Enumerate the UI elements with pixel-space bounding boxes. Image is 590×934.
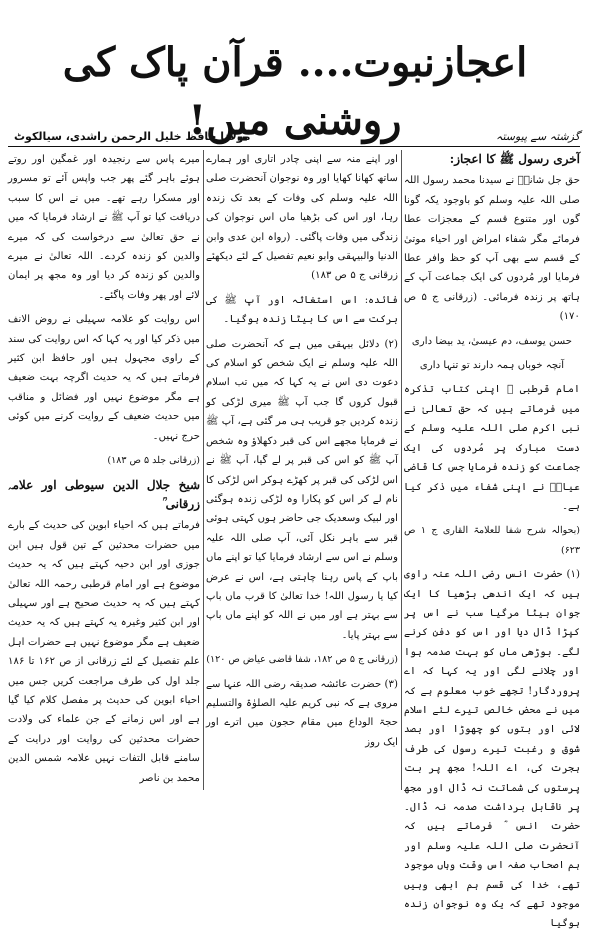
verse-line: آنچہ خوباں ہمہ دارند تو تنہا داری bbox=[419, 360, 565, 372]
paragraph: فرماتے ہیں کہ احیاء ابوین کی حدیث کے بارے میں حضرات محدثین کے تین قول ہیں ابن جوزی اور ابن دحیہ کہتے ہیں کہ یہ حدیث موضوع ہے اور امام قرطبی رحمہ اللہ تعالیٰ کہتے ہیں کہ یہ حدیث صحیح ہے اور سہیلی اور ابن کثیر وغیرہ یہ کہتے ہیں کہ یہ حدیث ضعیف ہے مگر موضوع نہیں ہے حضرات اہل علم تفصیل کے لئے زرقانی از ص ۱۶۲ تا ۱۸۶ جلد اول کی طرف مراجعت کریں جس میں احیاء ابوین کی حدیث پر مفصل کلام کیا گیا ہے اور اس زمانے کے جن علماء کی ولادت حضرات محدثین کی روایت اور درایت کے سامنے قابل التفات نہیں علامہ شمس الدین محمد بن ناصر bbox=[8, 520, 201, 784]
citation: (زرقانی ج ۵ ص ۱۸۲، شفا قاضی عیاض ص ۱۲۰) bbox=[206, 654, 398, 666]
article-title: اعجازنبوت.... قرآن پاک کی روشنی میں! bbox=[62, 39, 528, 144]
section-heading: آخری رسول ﷺ کا اعجاز: bbox=[449, 152, 580, 166]
verse-line: حسن یوسف، دم عیسیٰ، ید بیضا داری bbox=[411, 335, 573, 347]
column-left bbox=[8, 150, 200, 792]
column-middle bbox=[206, 150, 398, 792]
paragraph: اس روایت کو علامہ سہیلی نے روض الانف میں ذکر کیا اور یہ کہا کہ اس روایت کی سند کے راوی مجہول ہیں اور حافظ ابن کثیر فرماتے ہیں کہ یہ حدیث اگرچہ بہت ضعیف ہے مگر موضوع نہیں اور فضائل و مناقب میں حدیث ضعیف کے روایت کرنے میں کوئی حرج نہیں۔ bbox=[8, 314, 200, 442]
paragraph: فائدہ: اس استغاثہ اور آپ ﷺ کی برکت سے اس کا بیٹا زندہ ہوگیا۔ bbox=[206, 294, 398, 326]
paragraph: امام قرطبی ؒ اپنی کتاب تذکرہ میں فرماتے ہیں کہ حق تعالیٰ نے نبی اکرم صلی اللہ علیہ وسلم کے دست مبارک پر مُردوں کی ایک جماعت کو زندہ فرمایا جس کا قاضی عیاضؒ نے اپنی شفاء میں ذکر کیا ہے۔ bbox=[404, 384, 580, 512]
citation: (زرقانی جلد ۵ ص ۱۸۳) bbox=[107, 455, 200, 467]
paragraph: میرے پاس سے رنجیدہ اور غمگین اور روتے ہوئے باہر گئے پھر جب واپس آئے تو مسرور اور مسکرا رہے تھے۔ میں نے اس کا سبب دریافت کیا تو آپ ﷺ نے ارشاد فرمایا کہ میں نے حق تعالیٰ سے درخواست کی کہ میرے والدین کو زندہ کردے۔ اللہ تعالیٰ نے میرے والدین کو زندہ کر دیا اور وہ مجھ پر ایمان لائے اور پھر وفات پاگئے۔ bbox=[8, 154, 200, 301]
column-right bbox=[404, 150, 580, 930]
author-name: مولانا حافظ خلیل الرحمن راشدی، سیالکوٹ bbox=[14, 130, 251, 143]
paragraph: حق جل شانہٗ نے سیدنا محمد رسول اللہ صلی اللہ علیہ وسلم کو باوجود یکہ گونا گوں اور متنوع قسم کے معجزات عطا فرمائے مگر شفاء امراض اور احیاء موتیٰ کے قسم سے بھی آپ کو حظ وافر عطا فرمایا اور مُردوں کی ایک جماعت آپ کے ہاتھ پر زندہ فرمائی۔ (زرقانی ج ۵ ص ۱۷۰) bbox=[404, 175, 580, 323]
continued-label: گزشتہ سے پیوستہ bbox=[496, 130, 580, 143]
column-divider-2 bbox=[203, 150, 204, 790]
paragraph: (۳) حضرت عائشہ صدیقہ رضی اللہ عنہا سے مروی ہے کہ نبی کریم علیہ الصلوٰۃ والتسلیم حجۃ الوداع میں مقام حجون میں اترے اور ایک روز bbox=[206, 678, 398, 748]
paragraph: (۲) دلائل بیہقی میں ہے کہ آنحضرت صلی اللہ علیہ وسلم نے ایک شخص کو اسلام کی دعوت دی اس نے یہ کہا کہ میں تب اسلام قبول کروں گا جب آپ ﷺ میری لڑکی کو زندہ کردیں جو قریب ہی مر گئی ہے، آپ ﷺ نے فرمایا مجھے اس کی قبر دکھلاؤ وہ شخص آپ ﷺ کو اس کی قبر پر لے گیا، آپ ﷺ نے اس لڑکی کی قبر پر کھڑے ہوکر اس لڑکی کا نام لے کر اس کو پکارا وہ لڑکی زندہ ہوگئی اور لبیک وسعدیک جی حاضر ہوں کہتی ہوئی قبر سے باہر نکل آئی، آپ صلی اللہ علیہ وسلم نے اس سے ارشاد فرمایا کیا تو اپنے ماں باپ کے پاس رہنا چاہتی ہے، اس نے عرض کیا یا رسول اللہ! خدا تعالیٰ کا قرب ماں باپ سے بہتر ہے اور میں نے اللہ کو اپنے ماں باپ سے بہتر پایا۔ bbox=[206, 338, 398, 641]
citation: (بحوالہ شرح شفا للعلامۃ القاری ج ۱ ص ۶۲۳) bbox=[404, 525, 580, 556]
byline-row bbox=[8, 128, 580, 148]
paragraph: اور اپنے منہ سے اپنی چادر اتاری اور ہمارے ساتھ کھانا کھایا اور وہ نوجوان آنحضرت صلی اللہ علیہ وسلم کی وفات کے بعد تک زندہ رہا، اور اس کی بڑھیا ماں اس نوجوان کی زندگی میں وفات پاگئی۔ (رواہ ابن عدی وابن الدنیا والبیہقی وابو نعیم تفصیل کے لئے دیکھئے زرقانی ج ۵ ص ۱۸۳) bbox=[206, 154, 398, 282]
section-heading: شیخ جلال الدین سیوطی اور علامہ زرقانی ؒ bbox=[8, 477, 200, 511]
header-rule bbox=[8, 146, 580, 147]
paragraph: (۱) حضرت انس رضی اللہ عنہ راوی ہیں کہ ایک اندھی بڑھیا کا ایک جوان بیٹا مرگیا سب نے اس پر کپڑا ڈال دیا اور اس کو دفن کرنے لگے۔ بوڑھی ماں کو بہت صدمہ ہوا اور چلانے لگی اور یہ کہا کہ اے پروردگار! تجھے خوب معلوم ہے کہ میں نے محض خالص تیرے لئے اسلام لائی اور بتوں کو چھوڑا اور بصد شوق و رغبت تیرے رسول کی طرف ہجرت کی، اے اللہ! مجھ پر بت پرستوں کی شماتت نہ ڈال اور مجھ پر ناقابل برداشت صدمہ نہ ڈال۔ حضرت انس ؓ فرماتے ہیں کہ آنحضرت صلی اللہ علیہ وسلم اور ہم اصحاب صفہ اس وقت وہاں موجود تھے، خدا کی قسم ہم ابھی وہیں موجود تھے کہ یک وہ نوجوان زندہ ہوگیا bbox=[404, 569, 580, 930]
column-divider-1 bbox=[401, 150, 402, 790]
